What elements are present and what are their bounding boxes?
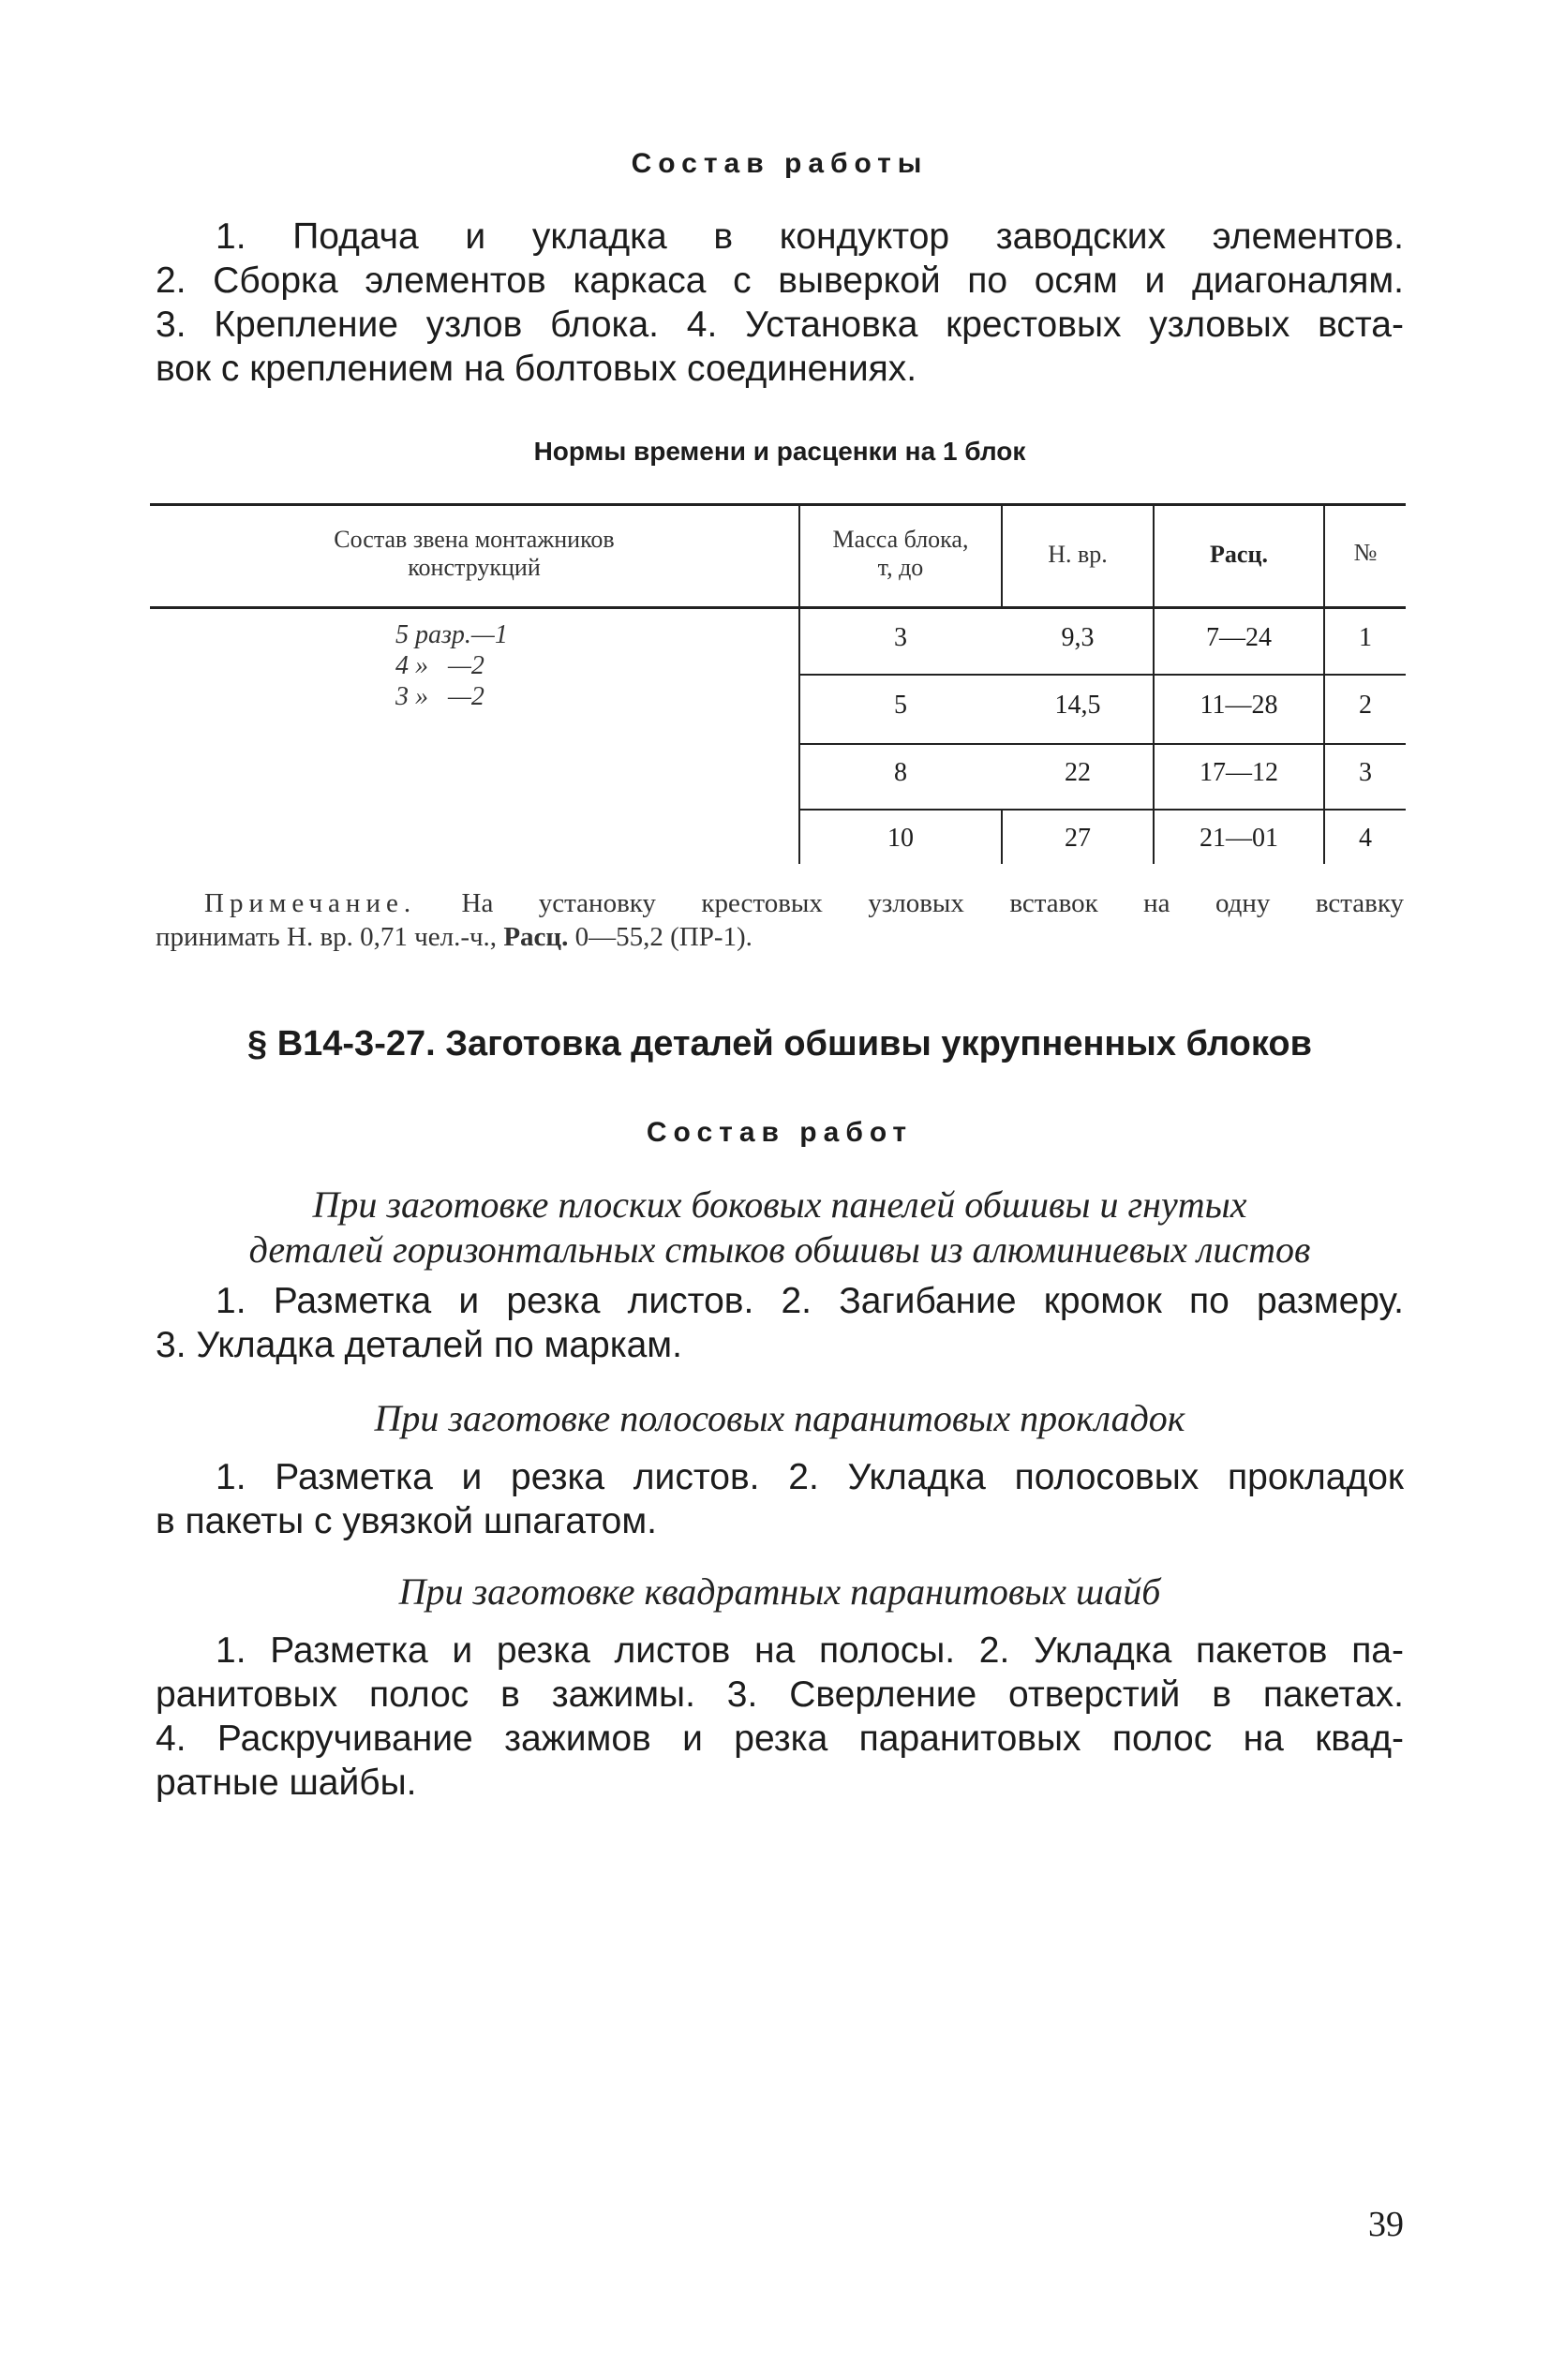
paragraph-line: 2. Сборка элементов каркаса с выверкой по осям и диагоналям. (156, 260, 1404, 301)
cell-rate: 7—24 (1206, 623, 1272, 652)
crew-line: 4 » —2 (395, 651, 484, 680)
works-composition-heading: Состав работ (646, 1117, 914, 1148)
subheading-panels (156, 1183, 1404, 1272)
washers-paragraph (156, 1629, 1404, 1805)
paragraph-line: ратные шайбы. (156, 1763, 417, 1803)
header-mass (800, 526, 1001, 582)
note-line (156, 886, 1404, 920)
table-title: Нормы времени и расценки на 1 блок (533, 437, 1026, 466)
header-mass-line: Масса блока, (832, 526, 969, 553)
work-composition-heading: Состав работы (631, 148, 929, 179)
table-row-divider (800, 674, 1406, 676)
cell-rate: 11—28 (1200, 691, 1278, 720)
header-crew (150, 526, 798, 582)
work-composition-paragraph (156, 215, 1404, 391)
cell-time: 9,3 (1061, 623, 1095, 652)
cell-mass: 3 (894, 623, 907, 652)
paragraph-line: 1. Разметка и резка листов. 2. Укладка полосовых прокладок (216, 1457, 1404, 1497)
cell-number: 1 (1359, 623, 1372, 652)
paragraph-line: вок с креплением на болтовых соединениях. (156, 349, 917, 389)
note-text: 0—55,2 (ПР-1). (574, 922, 753, 952)
subheading-gaskets: При заготовке полосовых паранитовых прокладок (374, 1397, 1185, 1439)
cell-time: 27 (1065, 824, 1091, 853)
cell-number: 3 (1359, 758, 1372, 787)
paragraph-line: 3. Укладка деталей по маркам. (156, 1325, 682, 1365)
header-number: № (1353, 539, 1378, 566)
table-header-border (150, 606, 1406, 609)
cell-number: 4 (1359, 824, 1372, 853)
crew-line: 3 » —2 (395, 682, 484, 711)
paragraph-line: в пакеты с увязкой шпагатом. (156, 1501, 657, 1541)
header-rate: Расц. (1210, 541, 1268, 568)
section-title: § В14-3-27. Заготовка деталей обшивы укрупненных блоков (247, 1024, 1312, 1064)
table-row-divider (800, 743, 1406, 745)
table-top-border (150, 503, 1406, 506)
cell-mass: 8 (894, 758, 907, 787)
subheading-line: деталей горизонтальных стыков обшивы из алюминиевых листов (248, 1228, 1311, 1271)
cell-rate: 21—01 (1200, 824, 1278, 853)
note-text: На установку крестовых узловых вставок на одну вставку (461, 888, 1405, 918)
cell-number: 2 (1359, 691, 1372, 720)
note-label: Примечание. (204, 888, 417, 918)
cell-time: 22 (1065, 758, 1091, 787)
table-row-divider (800, 809, 1406, 811)
page-number: 39 (1368, 2205, 1404, 2244)
paragraph-line: 4. Раскручивание зажимов и резка паранитовых полос на квад- (156, 1718, 1404, 1759)
paragraph-line: 1. Разметка и резка листов. 2. Загибание кромок по размеру. (216, 1281, 1404, 1321)
cell-mass: 10 (887, 824, 914, 853)
paragraph-line: ранитовых полос в зажимы. 3. Сверление отверстий в пакетах. (156, 1674, 1404, 1715)
crew-line: 5 разр.—1 (395, 620, 508, 649)
note-line (156, 920, 1404, 954)
header-time: Н. вр. (1048, 541, 1108, 568)
cell-rate: 17—12 (1200, 758, 1278, 787)
paragraph-line: 1. Подача и укладка в кондуктор заводских элементов. (216, 216, 1404, 257)
crew-composition (395, 619, 620, 712)
cell-time: 14,5 (1054, 691, 1101, 720)
gaskets-paragraph (156, 1455, 1404, 1543)
header-crew-line: конструкций (408, 554, 541, 581)
cell-mass: 5 (894, 691, 907, 720)
paragraph-line: 3. Крепление узлов блока. 4. Установка крестовых узловых вста- (156, 305, 1404, 345)
note-text: принимать Н. вр. 0,71 чел.-ч., (156, 922, 498, 952)
norms-table (150, 503, 1406, 864)
note-rate-label: Расц. (503, 922, 569, 952)
header-mass-line: т, до (877, 554, 924, 581)
subheading-washers: При заготовке квадратных паранитовых шайб (398, 1570, 1161, 1613)
table-note (156, 886, 1404, 954)
paragraph-line: 1. Разметка и резка листов на полосы. 2. Укладка пакетов па- (216, 1630, 1404, 1671)
panels-paragraph (156, 1279, 1404, 1367)
header-crew-line: Состав звена монтажников (334, 526, 615, 553)
subheading-line: При заготовке плоских боковых панелей обшивы и гнутых (312, 1183, 1247, 1226)
